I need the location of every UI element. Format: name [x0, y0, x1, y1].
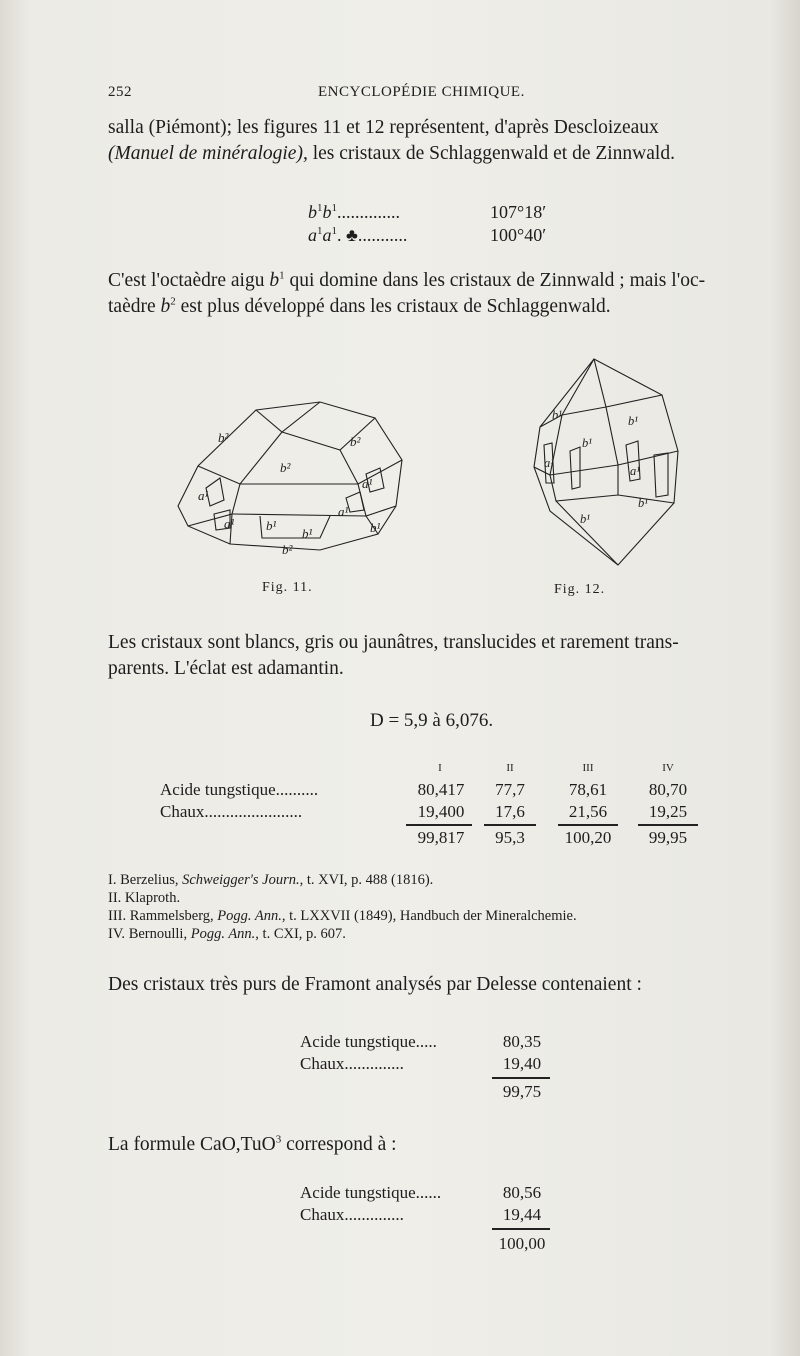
- fig11-label: a¹: [362, 476, 373, 491]
- framont-total: 99,75: [502, 1082, 542, 1101]
- density-formula: D = 5,9 à 6,076.: [370, 710, 494, 731]
- intro-line-2: [108, 141, 764, 167]
- table-total: 95,3: [495, 828, 525, 847]
- octahedron-line-2: taèdre $b^2$ est plus développé dans les cristaux de Schlaggenwald.: [108, 295, 611, 317]
- crystals-line-1: Les cristaux sont blancs, gris ou jaunâtres, translucides et rarement trans-: [108, 632, 679, 653]
- table-total: 99,817: [417, 828, 465, 847]
- fig11-label: b²: [218, 430, 229, 445]
- fig12-label: b¹: [552, 408, 562, 422]
- table-total: 100,20: [564, 828, 612, 847]
- fig12-label: b¹: [628, 414, 638, 428]
- fig12-label: b¹: [638, 496, 648, 510]
- table-cell: 19,25: [648, 802, 688, 821]
- fig11-label: b¹: [266, 518, 277, 533]
- framont-sum-rule: [492, 1077, 550, 1079]
- fig12-label: b¹: [582, 436, 592, 450]
- angle-value-b1b1: 107°18′: [490, 202, 547, 222]
- fig11-label: b¹: [370, 520, 381, 535]
- fig11-label: b²: [280, 460, 291, 475]
- table-cell: 80,417: [417, 780, 465, 799]
- reference-iv: IV. Bernoulli, Pogg. Ann., t. CXI, p. 607.: [108, 926, 346, 942]
- fig11-caption: Fig. 11.: [262, 580, 313, 595]
- intro-line-2-rest: les cristaux de Schlaggenwald et de Zinnwald.: [307, 143, 675, 164]
- table-cell: 21,56: [568, 802, 608, 821]
- sum-rule: [558, 824, 618, 826]
- framont-row-label: Acide tungstique.....: [300, 1032, 437, 1051]
- col-header-ii: II: [506, 762, 514, 774]
- crystal-figure-12: [522, 355, 702, 575]
- reference-iii: III. Rammelsberg, Pogg. Ann., t. LXXVII (1849), Handbuch der Mineralchemie.: [108, 908, 577, 924]
- formula-value: 80,56: [502, 1183, 542, 1202]
- fig12-caption: Fig. 12.: [554, 582, 606, 597]
- running-title: ENCYCLOPÉDIE CHIMIQUE.: [318, 84, 525, 100]
- angle-row-a1a1: $a^1a^1$. ♣...........: [308, 225, 408, 245]
- reference-ii: II. Klaproth.: [108, 890, 181, 906]
- col-header-iv: IV: [662, 762, 674, 774]
- intro-citation: (Manuel de minéralogie),: [108, 143, 308, 164]
- sum-rule: [406, 824, 472, 826]
- fig11-label: a¹: [338, 504, 349, 519]
- col-header-iii: III: [582, 762, 594, 774]
- fig11-label: b¹: [302, 526, 313, 541]
- angle-value-a1a1: 100°40′: [490, 225, 547, 245]
- formula-heading: La formule CaO,TuO$^3$ correspond à :: [108, 1133, 397, 1155]
- framont-heading: Des cristaux très purs de Framont analysés par Delesse contenaient :: [108, 974, 642, 995]
- table-row-label: Acide tungstique..........: [160, 780, 319, 799]
- fig12-label: a¹: [544, 456, 554, 470]
- crystal-figure-11: [170, 388, 410, 568]
- page-number: 252: [108, 84, 132, 100]
- fig11-label: a¹: [198, 488, 209, 503]
- octahedron-line-1: C'est l'octaèdre aigu $b^1$ qui domine dans les cristaux de Zinnwald ; mais l'oc-: [108, 269, 706, 291]
- table-row-label: Chaux.......................: [160, 802, 303, 821]
- crystals-line-2: parents. L'éclat est adamantin.: [108, 658, 344, 679]
- formula-row-label: Chaux..............: [300, 1205, 404, 1224]
- formula-sum-rule: [492, 1228, 550, 1230]
- framont-row-label: Chaux..............: [300, 1054, 404, 1073]
- table-total: 99,95: [648, 828, 688, 847]
- col-header-i: I: [438, 762, 442, 774]
- sum-rule: [638, 824, 698, 826]
- table-cell: 78,61: [568, 780, 608, 799]
- fig11-label: a¹: [224, 516, 235, 531]
- formula-total: 100,00: [498, 1234, 546, 1253]
- sum-rule: [484, 824, 536, 826]
- formula-row-label: Acide tungstique......: [300, 1183, 442, 1202]
- framont-value: 19,40: [502, 1054, 542, 1073]
- table-cell: 19,400: [417, 802, 465, 821]
- framont-value: 80,35: [502, 1032, 542, 1051]
- fig12-label: b¹: [580, 512, 590, 526]
- reference-i: I. Berzelius, Schweigger's Journ., t. XVI, p. 488 (1816).: [108, 872, 434, 888]
- fig12-outline: [534, 359, 678, 565]
- intro-line-1: salla (Piémont); les figures 11 et 12 représentent, d'après Descloizeaux: [108, 117, 659, 138]
- table-cell: 80,70: [648, 780, 688, 799]
- fig11-label: b²: [350, 434, 361, 449]
- fig11-label: b²: [282, 542, 293, 557]
- fig12-label: a¹: [630, 464, 640, 478]
- angle-row-b1b1: $b^1b^1$..............: [308, 202, 400, 222]
- formula-value: 19,44: [502, 1205, 542, 1224]
- table-cell: 77,7: [495, 780, 525, 799]
- table-cell: 17,6: [495, 802, 525, 821]
